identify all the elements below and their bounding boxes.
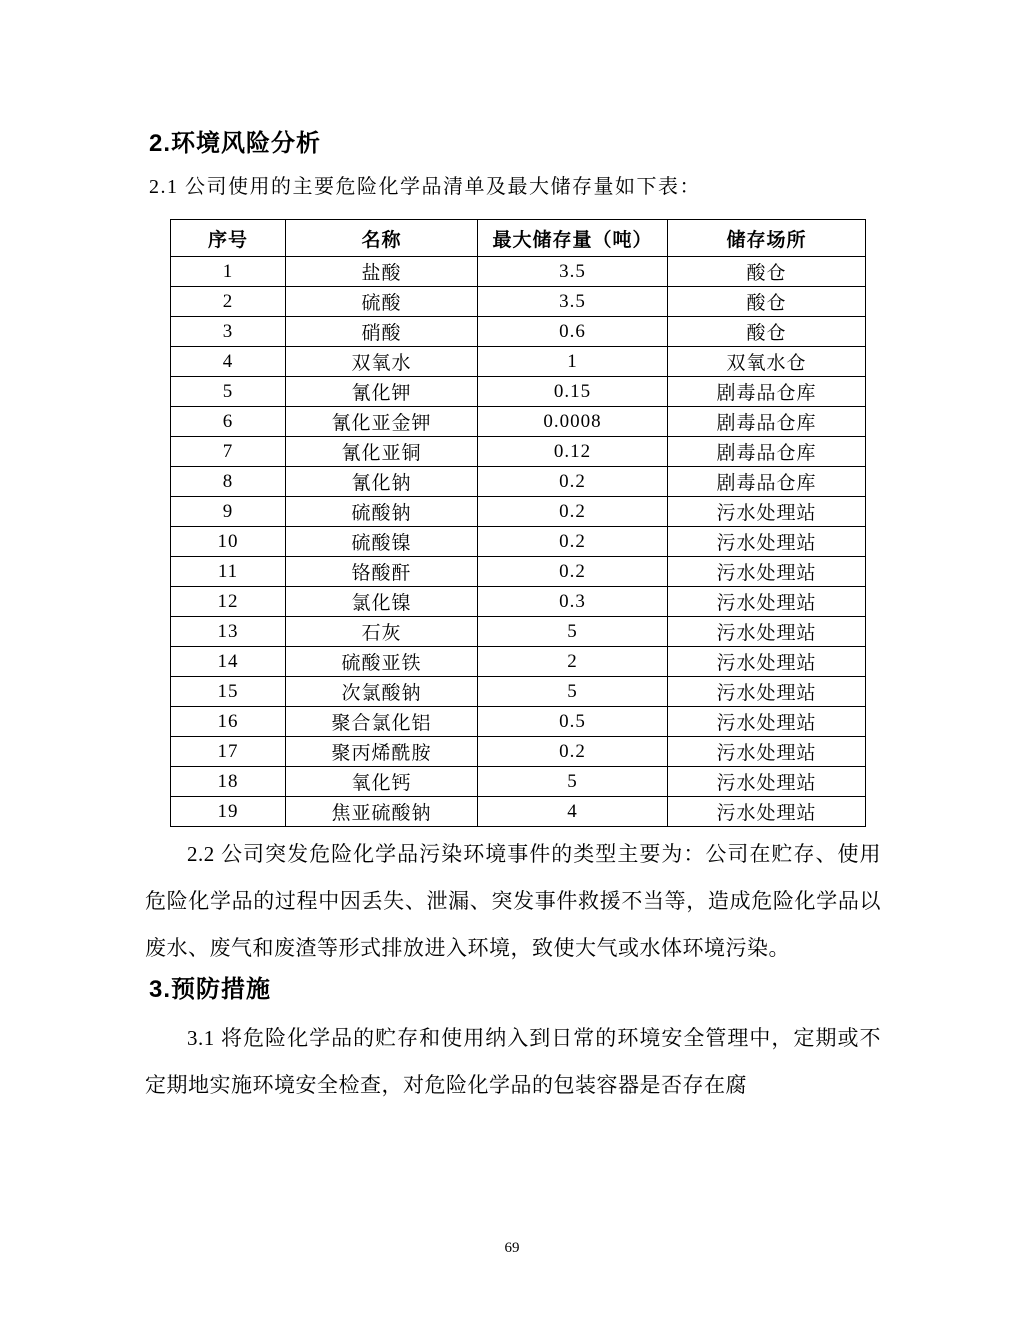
table-cell: 焦亚硫酸钠 xyxy=(286,797,478,827)
table-cell: 污水处理站 xyxy=(668,707,866,737)
table-cell: 0.2 xyxy=(478,557,668,587)
table-cell: 剧毒品仓库 xyxy=(668,377,866,407)
table-cell: 氯化镍 xyxy=(286,587,478,617)
table-cell: 5 xyxy=(478,767,668,797)
table-cell: 5 xyxy=(478,617,668,647)
section-3-1-paragraph: 3.1 将危险化学品的贮存和使用纳入到日常的环境安全管理中，定期或不定期地实施环境安全检查，对危险化学品的包装容器是否存在腐 xyxy=(145,1026,881,1097)
table-cell: 污水处理站 xyxy=(668,497,866,527)
table-header-cell-location: 储存场所 xyxy=(668,220,866,257)
table-cell: 酸仓 xyxy=(668,257,866,287)
section-3-heading: 3.预防措施 xyxy=(149,976,272,1003)
table-cell: 氰化亚金钾 xyxy=(286,407,478,437)
table-row xyxy=(171,737,866,767)
table-cell: 1 xyxy=(171,257,286,287)
table-row xyxy=(171,287,866,317)
table-cell: 次氯酸钠 xyxy=(286,677,478,707)
table-row xyxy=(171,677,866,707)
table-cell: 剧毒品仓库 xyxy=(668,407,866,437)
table-cell: 污水处理站 xyxy=(668,767,866,797)
table-row xyxy=(171,707,866,737)
table-cell: 硫酸钠 xyxy=(286,497,478,527)
table-cell: 0.2 xyxy=(478,737,668,767)
table-cell: 9 xyxy=(171,497,286,527)
table-cell: 5 xyxy=(478,677,668,707)
table-cell: 2 xyxy=(171,287,286,317)
table-cell: 氰化钠 xyxy=(286,467,478,497)
table-row xyxy=(171,557,866,587)
table-cell: 13 xyxy=(171,617,286,647)
table-header-row xyxy=(171,220,866,257)
table-cell: 17 xyxy=(171,737,286,767)
table-cell: 14 xyxy=(171,647,286,677)
table-row xyxy=(171,767,866,797)
section-2-2-paragraph: 2.2 公司突发危险化学品污染环境事件的类型主要为：公司在贮存、使用危险化学品的过程中因丢失、泄漏、突发事件救援不当等，造成危险化学品以废水、废气和废渣等形式排放进入环境，致使大气或水体环境污染。 xyxy=(145,842,881,960)
table-cell: 硫酸亚铁 xyxy=(286,647,478,677)
table-header-cell-name: 名称 xyxy=(286,220,478,257)
table-cell: 污水处理站 xyxy=(668,527,866,557)
table-cell: 4 xyxy=(478,797,668,827)
table-row xyxy=(171,347,866,377)
table-cell: 酸仓 xyxy=(668,287,866,317)
table-cell: 污水处理站 xyxy=(668,587,866,617)
table-cell: 0.3 xyxy=(478,587,668,617)
table-cell: 7 xyxy=(171,437,286,467)
table-cell: 聚合氯化铝 xyxy=(286,707,478,737)
table-cell: 10 xyxy=(171,527,286,557)
section-2-heading: 2.环境风险分析 xyxy=(149,130,322,157)
table-cell: 0.6 xyxy=(478,317,668,347)
table-row xyxy=(171,467,866,497)
table-row xyxy=(171,647,866,677)
table-cell: 双氧水仓 xyxy=(668,347,866,377)
table-cell: 0.2 xyxy=(478,467,668,497)
table-cell: 0.5 xyxy=(478,707,668,737)
table-cell: 12 xyxy=(171,587,286,617)
table-row xyxy=(171,377,866,407)
document-content xyxy=(145,128,881,1109)
table-row xyxy=(171,617,866,647)
table-cell: 氰化钾 xyxy=(286,377,478,407)
table-cell: 0.2 xyxy=(478,527,668,557)
table-cell: 氧化钙 xyxy=(286,767,478,797)
table-cell: 石灰 xyxy=(286,617,478,647)
section-2-1-intro: 2.1 公司使用的主要危险化学品清单及最大储存量如下表： xyxy=(149,176,701,198)
table-cell: 4 xyxy=(171,347,286,377)
table-cell: 3.5 xyxy=(478,287,668,317)
table-cell: 污水处理站 xyxy=(668,617,866,647)
table-cell: 16 xyxy=(171,707,286,737)
table-cell: 0.15 xyxy=(478,377,668,407)
table-cell: 2 xyxy=(478,647,668,677)
table-cell: 3.5 xyxy=(478,257,668,287)
table-header-cell-index: 序号 xyxy=(171,220,286,257)
chemical-table xyxy=(170,219,866,827)
table-cell: 硝酸 xyxy=(286,317,478,347)
table-header-cell-max-storage: 最大储存量（吨） xyxy=(478,220,668,257)
table-cell: 污水处理站 xyxy=(668,647,866,677)
table-cell: 氰化亚铜 xyxy=(286,437,478,467)
table-row xyxy=(171,317,866,347)
table-row xyxy=(171,257,866,287)
table-cell: 0.12 xyxy=(478,437,668,467)
table-row xyxy=(171,497,866,527)
table-cell: 0.0008 xyxy=(478,407,668,437)
table-cell: 盐酸 xyxy=(286,257,478,287)
table-cell: 19 xyxy=(171,797,286,827)
table-row xyxy=(171,797,866,827)
page-number: 69 xyxy=(504,1240,520,1256)
table-cell: 污水处理站 xyxy=(668,677,866,707)
table-cell: 酸仓 xyxy=(668,317,866,347)
table-cell: 双氧水 xyxy=(286,347,478,377)
table-row xyxy=(171,437,866,467)
table-cell: 剧毒品仓库 xyxy=(668,467,866,497)
table-cell: 0.2 xyxy=(478,497,668,527)
table-cell: 6 xyxy=(171,407,286,437)
table-cell: 聚丙烯酰胺 xyxy=(286,737,478,767)
table-row xyxy=(171,527,866,557)
table-cell: 11 xyxy=(171,557,286,587)
table-cell: 1 xyxy=(478,347,668,377)
table-row xyxy=(171,407,866,437)
table-cell: 剧毒品仓库 xyxy=(668,437,866,467)
table-cell: 污水处理站 xyxy=(668,557,866,587)
table-row xyxy=(171,587,866,617)
table-cell: 18 xyxy=(171,767,286,797)
chemical-table-body xyxy=(171,257,866,827)
table-cell: 污水处理站 xyxy=(668,737,866,767)
table-cell: 铬酸酐 xyxy=(286,557,478,587)
table-cell: 硫酸 xyxy=(286,287,478,317)
table-cell: 3 xyxy=(171,317,286,347)
table-cell: 5 xyxy=(171,377,286,407)
table-cell: 硫酸镍 xyxy=(286,527,478,557)
table-cell: 污水处理站 xyxy=(668,797,866,827)
table-cell: 8 xyxy=(171,467,286,497)
table-cell: 15 xyxy=(171,677,286,707)
